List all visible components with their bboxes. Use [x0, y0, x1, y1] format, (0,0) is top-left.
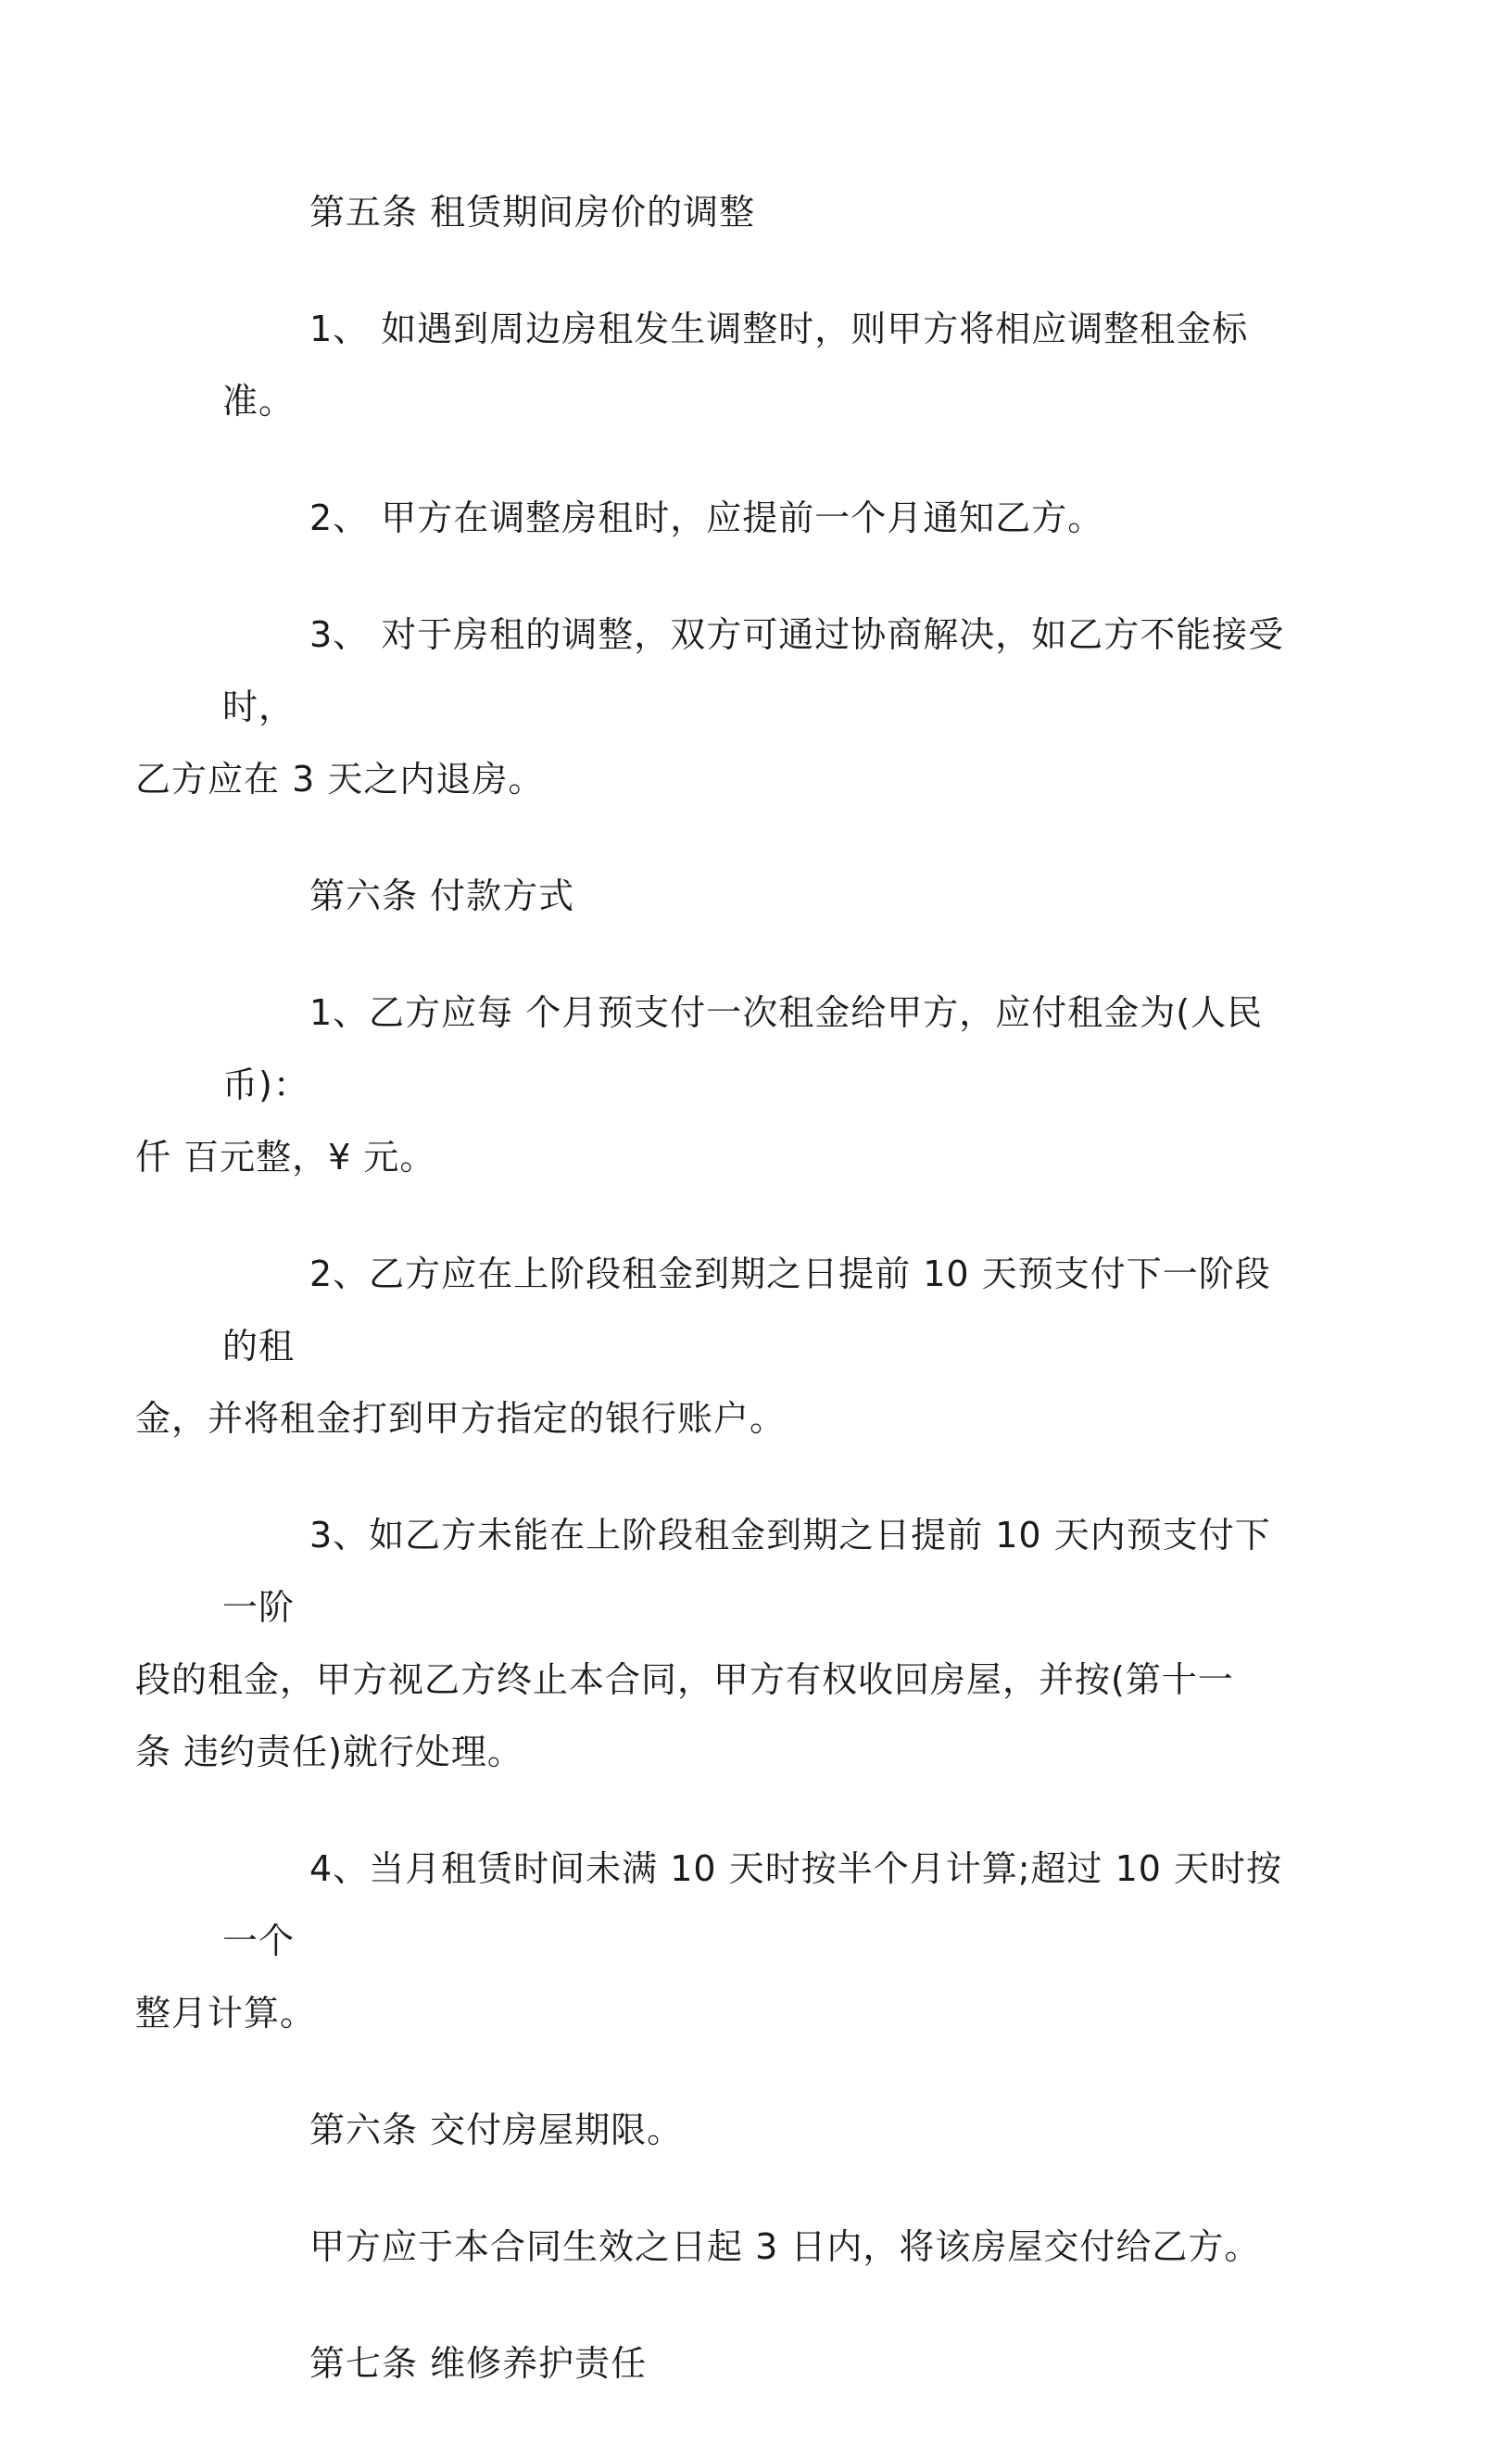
clause-6-1	[135, 976, 1288, 1193]
clause-line: 段的租金，甲方视乙方终止本合同，甲方有权收回房屋，并按(第十一	[135, 1659, 1234, 1700]
section-heading-article-7	[222, 2327, 1288, 2400]
clause-line: 乙方应在 3 天之内退房。	[135, 759, 545, 800]
clause-line: 条 违约责任)就行处理。	[135, 1732, 523, 1772]
section-heading-article-5	[222, 176, 1288, 248]
clause-text: 2、 甲方在调整房租时，应提前一个月通知乙方。	[309, 498, 1104, 538]
clause-6-2	[135, 1238, 1288, 1455]
heading-text: 第五条 租赁期间房价的调整	[309, 192, 756, 233]
clause-line: 1、乙方应每 个月预支付一次租金给甲方，应付租金为(人民币)：	[222, 992, 1264, 1105]
document-body	[135, 176, 1288, 2444]
clause-5-3	[135, 598, 1288, 815]
clause-line: 3、如乙方未能在上阶段租金到期之日提前 10 天内预支付下一阶	[222, 1515, 1271, 1628]
heading-text: 第七条 维修养护责任	[309, 2343, 648, 2384]
clause-6-4	[135, 1833, 1288, 2049]
section-heading-delivery-period	[222, 2094, 1288, 2166]
heading-text: 第六条 付款方式	[309, 876, 575, 916]
clause-6-3	[135, 1499, 1288, 1788]
clause-line: 2、乙方应在上阶段租金到期之日提前 10 天预支付下一阶段的租	[222, 1253, 1271, 1367]
clause-5-2	[222, 482, 1288, 554]
clause-line: 整月计算。	[135, 1993, 317, 2034]
clause-5-1	[222, 293, 1288, 437]
heading-text: 第六条 交付房屋期限。	[309, 2110, 684, 2150]
clause-text: 1、 如遇到周边房租发生调整时，则甲方将相应调整租金标准。	[222, 309, 1249, 422]
clause-line: 4、当月租赁时间未满 10 天时按半个月计算;超过 10 天时按一个	[222, 1848, 1283, 1961]
clause-line: 仟 百元整，¥ 元。	[135, 1137, 436, 1178]
section-heading-article-6	[222, 860, 1288, 932]
clause-delivery-body	[222, 2211, 1288, 2283]
clause-line: 金，并将租金打到甲方指定的银行账户。	[135, 1398, 787, 1439]
clause-line: 3、 对于房租的调整，双方可通过协商解决，如乙方不能接受时，	[222, 614, 1285, 727]
clause-text: 甲方应于本合同生效之日起 3 日内，将该房屋交付给乙方。	[309, 2226, 1261, 2267]
